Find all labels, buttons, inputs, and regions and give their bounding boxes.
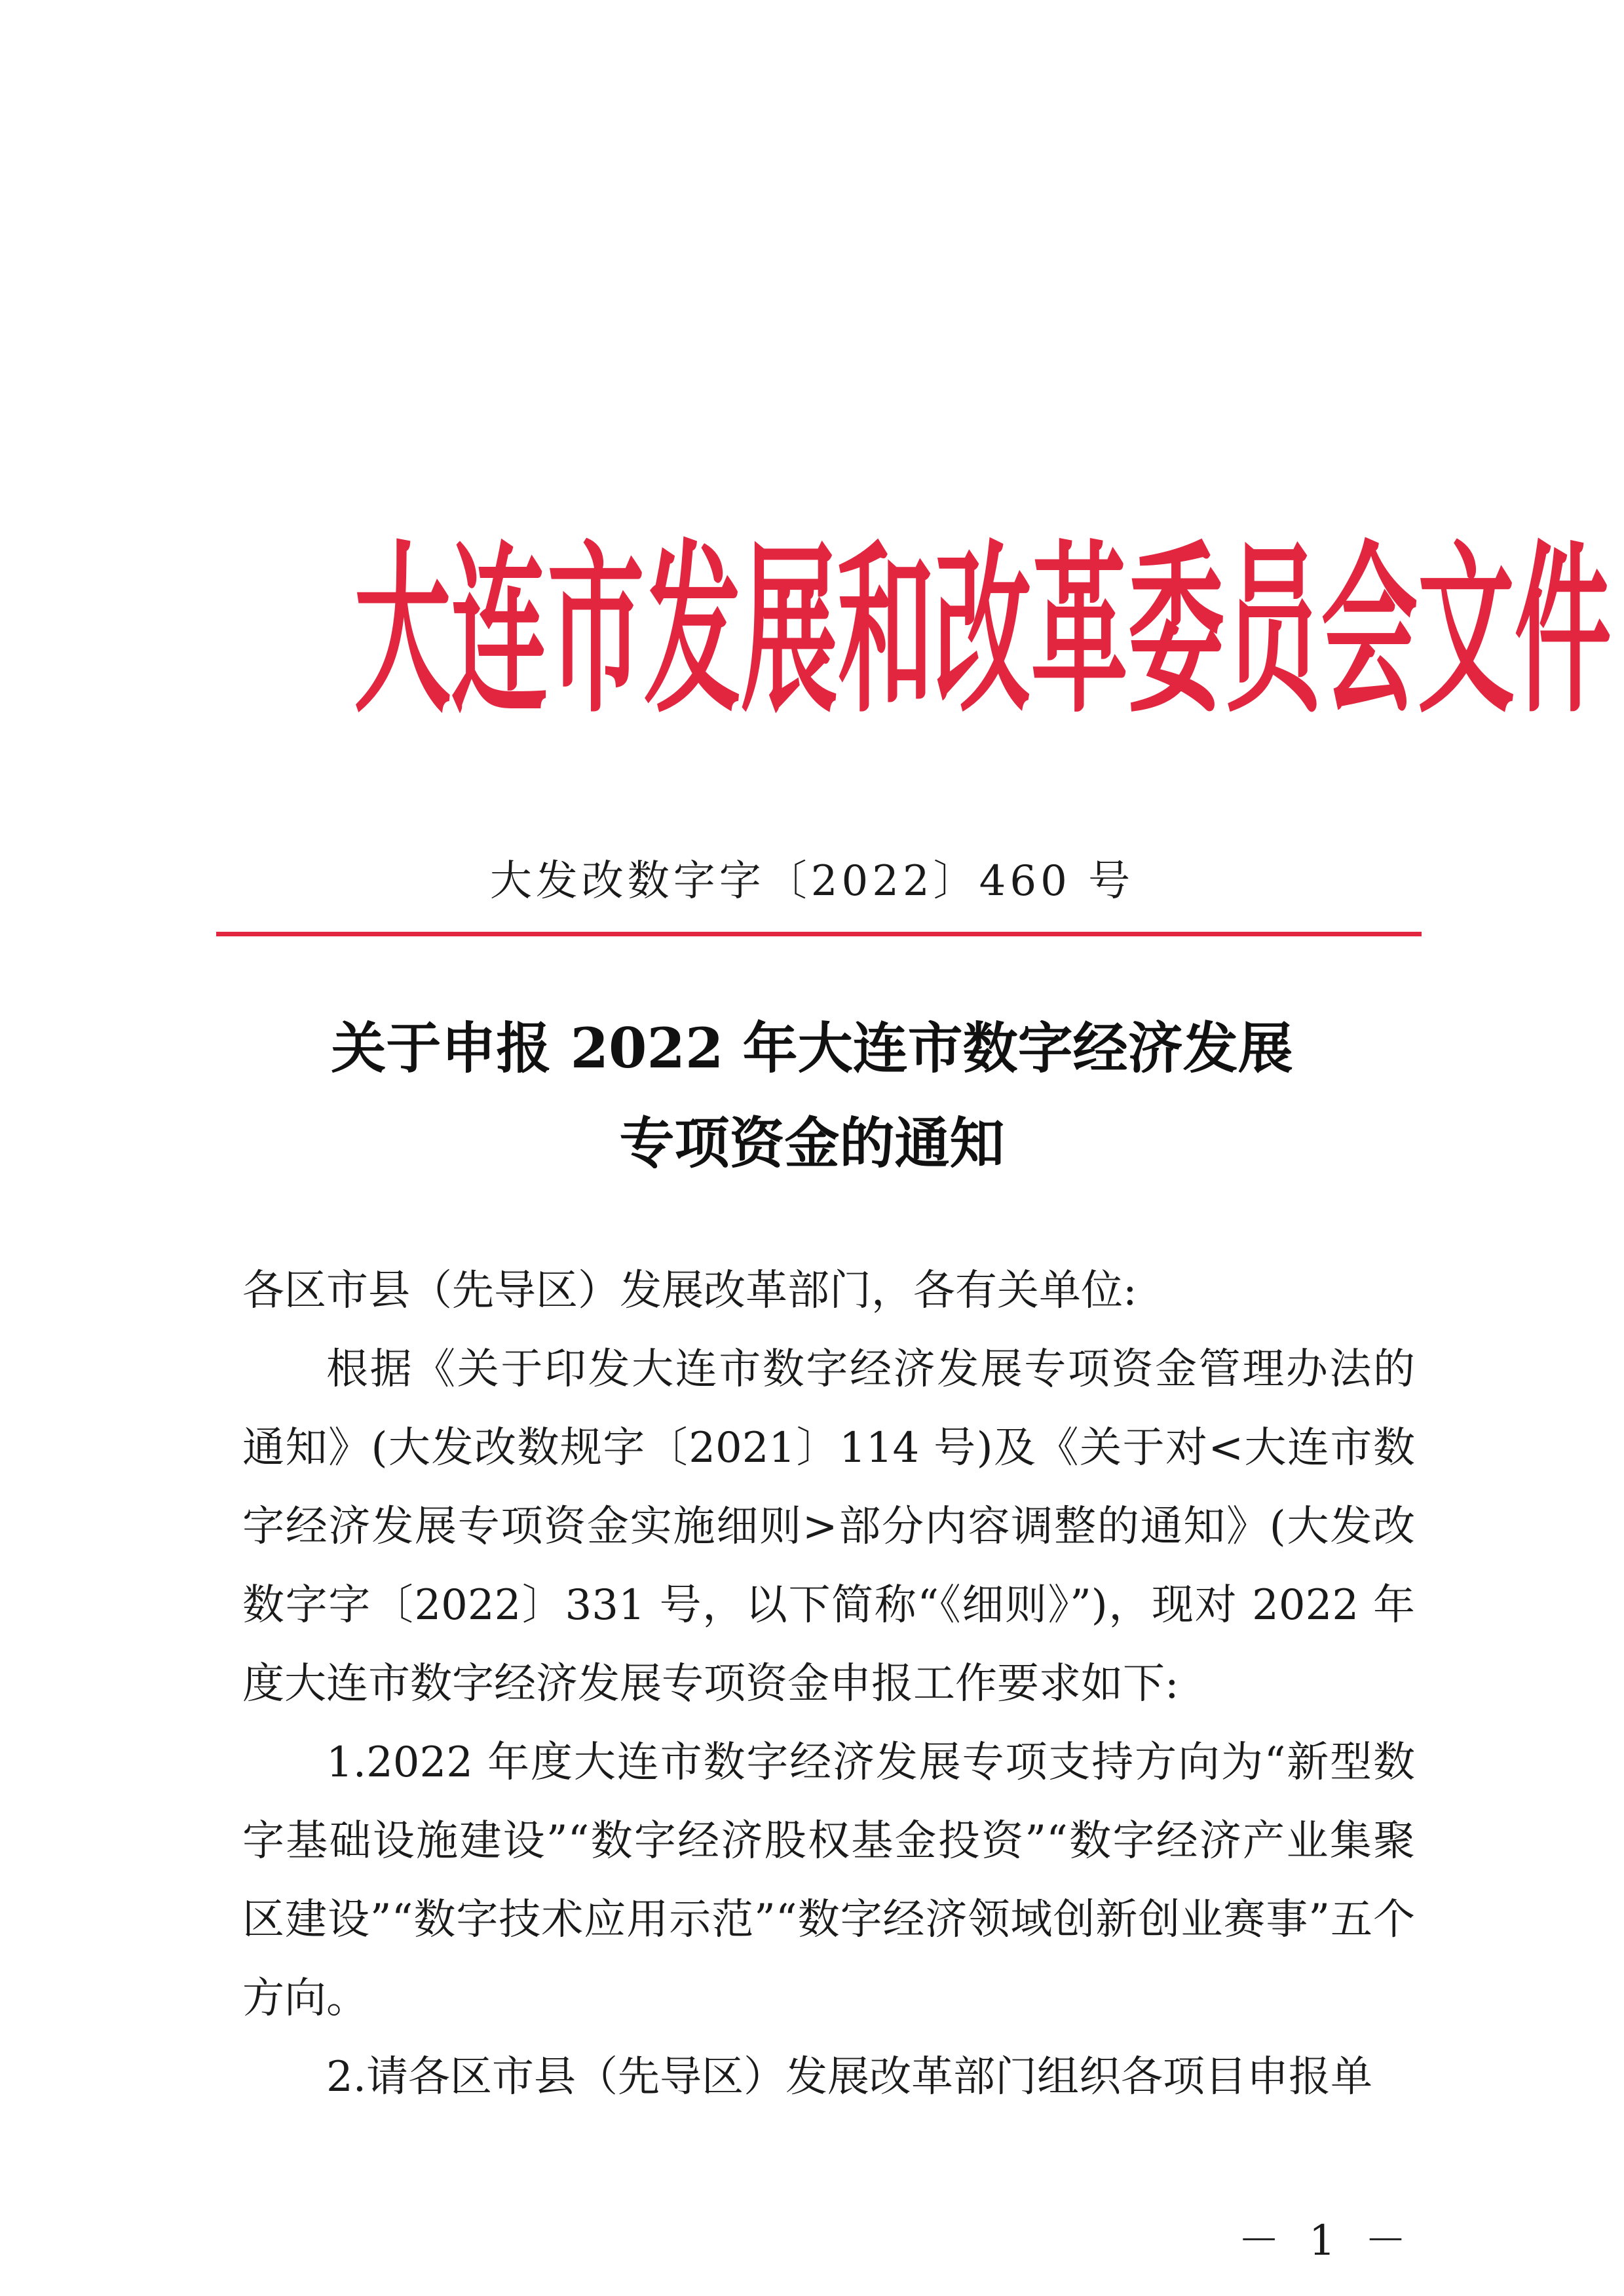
salutation: 各区市县（先导区）发展改革部门，各有关单位:	[242, 1267, 1137, 1315]
masthead-text: 大连市发展和改革委员会文件	[354, 526, 1612, 738]
notice-title-line-2: 专项资金的通知	[619, 1111, 1005, 1176]
body-paragraph: 2.请各区市县（先导区）发展改革部门组织各项目申报单	[326, 2053, 1373, 2101]
page-number: － 1 －	[1237, 2217, 1414, 2265]
document-number: 大发改数字字〔2022〕460 号	[489, 857, 1135, 906]
body-paragraph: 1.2022 年度大连市数字经济发展专项支持方向为“新型数字基础设施建设”“数字经济股权基金投资”“数字经济产业集聚区建设”“数字技术应用示范”“数字经济领域创新创业赛事”五个方向。	[242, 1738, 1415, 2023]
body-paragraph: 根据《关于印发大连市数字经济发展专项资金管理办法的通知》(大发改数规字〔2021〕114 号)及《关于对<大连市数字经济发展专项资金实施细则>部分内容调整的通知》(大发改数字字〔2022〕331 号，以下简称“《细则》”)，现对 2022 年度大连市数字经济发展专项资金申报工作要求如下:	[242, 1345, 1415, 1708]
document-masthead	[216, 524, 1612, 740]
red-divider-line	[216, 932, 1422, 936]
notice-title-line-1: 关于申报 2022 年大连市数字经济发展	[331, 1016, 1293, 1081]
